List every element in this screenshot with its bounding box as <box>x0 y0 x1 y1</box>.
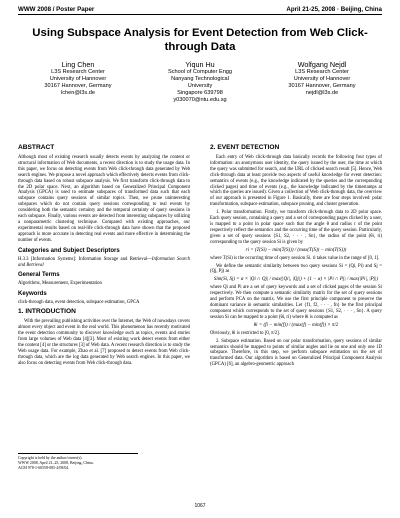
section-2-para-5: where Qi and Pi are a set of query keywords and a set of clicked pages of the session Si respectively. We then compute a semantic similarity matrix for the set of query sessions and perform PCA on the matrix. We use the first principle component to preserve the dominant variance in semantic similarities. Let {f1, f2, · · · , fn} be the first principal component which corresponds to the set of query sessions {S1, S2, · · · , Sn}. A query session Si can be mapped to a point (θi, ri) where θi is computed as <box>210 285 382 320</box>
author-affiliation: Singapore 639798 <box>177 90 223 96</box>
abstract-text: Although most of existing research usually detects events by analyzing the content or structural information of Web documents, a recent direction is to study the usage data. In this paper, we focus on detecting events from Web click-through data generated by Web search engines. We propose a novel approach which effectively detects events from click-through data based on robust subspace analysis. We first transform click-through data to the 2D polar space. Next, an algorithm based on Generalized Principal Component Analysis (GPCA) is used to estimate subspaces of transformed data such that each subspace contains query sessions of similar topics. Then, we prune uninteresting subspaces which do not contain query sessions corresponding to real events by considering both the semantic certainty and the temporal certainty of query sessions in each subspace. Finally, various events are detected from interesting subspaces by utilizing a nonparametric clustering technique. Compared with existing approaches, our experimental results based on real-life click-through data have shown that the proposed approach is more accurate in detecting real events and more effective in determining the number of events. <box>18 155 190 243</box>
author-affiliation: L3S Research Center <box>51 69 105 75</box>
author-affiliation: University <box>187 83 213 89</box>
intro-heading: 1. INTRODUCTION <box>18 308 76 316</box>
intro-text: With the prevailing publishing activities over the Internet, the Web of nowadays covers almost every object and event in the real world. This phenomenon has recently motivated the event detection community to discover knowledge such as topics, events and stories from large volumes of Web data [4][3]. Most of existing work detect events from either the content [4] or the structures [3] of Web data. A recent research direction is to study the Web usage data. For example, Zhao et al. [7] proposed to detect events from Web click-through data, which are the log data generated by Web search engines. In this paper, we also focus on detecting events from Web click-through data. <box>18 319 190 366</box>
author-3 <box>262 60 382 97</box>
categories-text <box>18 257 190 269</box>
footnote-line: ACM 978-1-60558-085-2/08/04. <box>18 465 70 470</box>
left-column <box>18 142 190 368</box>
author-block <box>18 60 382 130</box>
section-2-para-3: where T(Si) is the occurring time of query session Si. ri takes value in the range of [0, 1]. <box>210 255 380 261</box>
section-2-para-4: We define the semantic similarity between two query sessions Si = (Qi, Pi) and Sj = (Qj, Pj) as <box>210 263 382 275</box>
author-affiliation: 30167 Hannover, Germany <box>44 83 112 89</box>
header-left: WWW 2008 / Poster Paper <box>18 6 95 13</box>
author-name: Ling Chen <box>61 60 95 69</box>
paper-title: Using Subspace Analysis for Event Detection from Web Click-through Data <box>32 27 368 53</box>
author-affiliation: 30167 Hannover, Germany <box>288 83 356 89</box>
equation-radius: ri = (T(Si) − min(T(S))) / (max(T(S)) − min(T(S))) <box>245 247 347 253</box>
equation-angle: θi = (fi − min(f)) / (max(f) − min(f)) × π/2 <box>253 322 339 328</box>
keywords-heading: Keywords <box>18 291 47 298</box>
author-email: lchen@l3s.de <box>61 90 95 96</box>
general-terms-text: Algorithms, Measurement, Experimentation <box>18 281 102 287</box>
abstract-heading: ABSTRACT <box>18 144 55 151</box>
footnote-line: WWW 2008, April 21–25, 2008, Beijing, China. <box>18 460 94 465</box>
categories-heading: Categories and Subject Descriptors <box>18 247 120 254</box>
section-2-para-1: Each entry of Web click-through data basically records the following four types of information: an anonymous user identity, the query issued by the user, the time at which the query was submitted for search, and the URL of clicked search result [5]. Hence, Web click-through data at least provide two aspects of useful knowledge for event detection: semantics of events (e.g., the knowledge indicated by the queries and the corresponding clicked pages) and time of events (e.g., the knowledge indicated by the timestamps at which the queries are issued). Given a collection of Web click-through data, the overview of our approach is presented in Figure 1. Basically, there are four steps involved: polar transformation, subspace estimation, subspace pruning, and cluster generation. <box>210 155 382 208</box>
author-affiliation: L3S Research Center <box>295 69 349 75</box>
footnote-line: Copyright is held by the author/owner(s). <box>18 456 83 460</box>
author-affiliation: University of Hannover <box>49 76 107 82</box>
section-2-para-6: Obviously, θi is restricted to [0, π/2]. <box>210 330 280 336</box>
categories-main: H.3.3 [Information Systems]: Information Storage and Retrieval— <box>18 256 152 262</box>
author-affiliation: School of Computer Engg <box>167 69 233 75</box>
author-name: Yiqun Hu <box>185 60 215 69</box>
right-column <box>210 142 382 370</box>
header-right: April 21-25, 2008 · Beijing, China <box>286 6 382 13</box>
categories-italic: Information Search and Retrieval <box>18 256 190 268</box>
author-2 <box>140 60 260 104</box>
section-2-heading: 2. EVENT DETECTION <box>210 144 280 151</box>
general-terms-heading: General Terms <box>18 272 60 279</box>
copyright-footnote <box>18 453 138 470</box>
author-name: Wolfgang Nejdl <box>297 60 347 69</box>
author-email: nejdl@l3s.de <box>305 90 339 96</box>
author-affiliation: Nanyang Technological <box>171 76 229 82</box>
author-affiliation: University of Hannover <box>293 76 351 82</box>
keywords-text: click-through data, event detection, subspace estimation, GPCA <box>18 300 140 306</box>
author-1 <box>18 60 138 97</box>
header-rule <box>18 14 382 15</box>
section-2-para-7: 2. Subspace estimation. Based on our polar transformation, query sessions of similar semantics should be mapped to points of similar angles and lie on one and only one 1D subspace. Therefore, in this step, we perform subspace estimation on the set of transformed data. Our algorithm is based on Generalized Principal Component Analysis (GPCA) [6], an algebro-geometric approach <box>210 338 382 368</box>
author-email: y030070@ntu.edu.sg <box>173 97 227 103</box>
equation-similarity: Sim(Si, Sj) = α × |Qi ∩ Qj| / max(|Qi|, |Qj|) + (1 − α) × |Pi ∩ Pj| / max(|Pi|, |Pj|) <box>213 277 379 283</box>
page-number: 1067 <box>194 503 206 509</box>
section-2-para-2: 1. Polar transformation. Firstly, we transform click-through data to 2D polar space. Each query session, containing a query and a set of corresponding pages clicked by a user, is mapped to a point in polar space such that the angle θ and radius r of the point respectively reflect the semantics and the occurring time of the query session. Particularly, given a set of query sessions {S1, S2, · · · , Sn}, the radius of the point (θi, ri) corresponding to the query session Si is given by <box>210 210 382 245</box>
